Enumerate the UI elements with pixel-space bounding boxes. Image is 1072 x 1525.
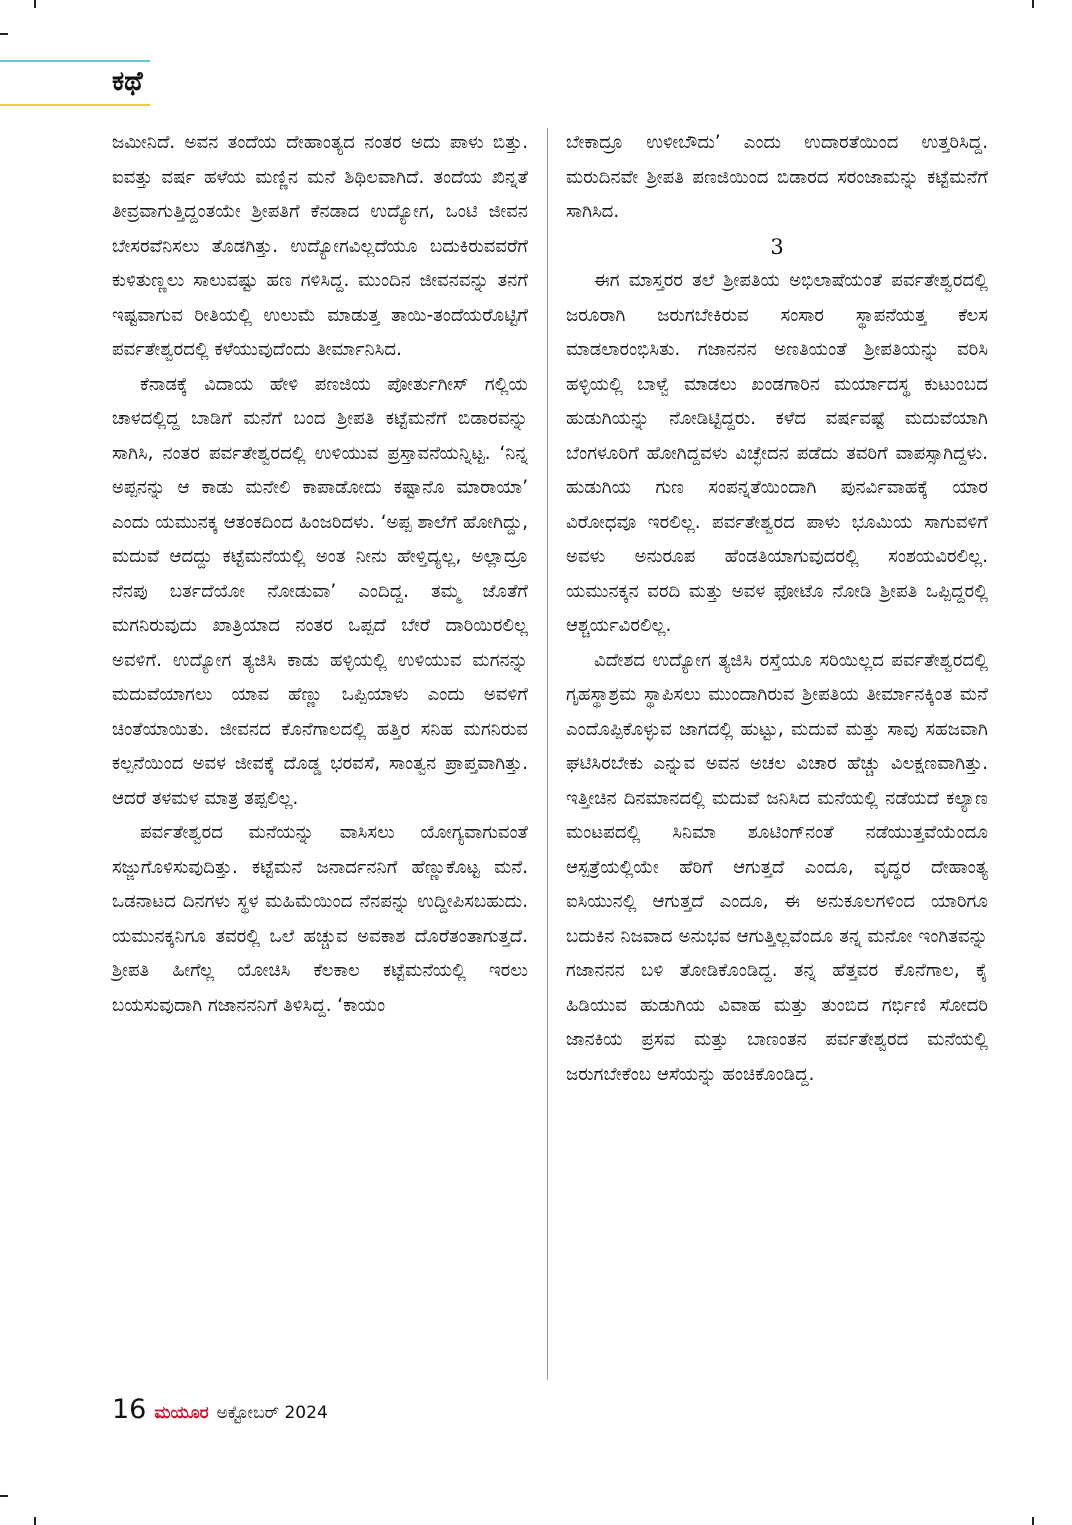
- section-number: 3: [770, 234, 784, 259]
- page-footer: [112, 1394, 328, 1425]
- header-rule-top: [0, 60, 150, 62]
- left-column: [112, 126, 528, 1023]
- crop-mark: [1032, 1517, 1034, 1525]
- crop-mark: [34, 1517, 36, 1525]
- paragraph: ಈಗ ಮಾಸ್ತರರ ತಲೆ ಶ್ರೀಪತಿಯ ಅಭಿಲಾಷೆಯಂತೆ ಪರ್ವತೇಶ್ವರದಲ್ಲಿ ಜರೂರಾಗಿ ಜರುಗಬೇಕಿರುವ ಸಂಸಾರ ಸ್ಥಾಪನೆಯತ್ತ ಕೆಲಸ ಮಾಡಲಾರಂಭಿಸಿತು. ಗಜಾನನನ ಅಣತಿಯಂತೆ ಶ್ರೀಪತಿಯನ್ನು ವರಿಸಿ ಹಳ್ಳಿಯಲ್ಲಿ ಬಾಳ್ವೆ ಮಾಡಲು ಖಂಡಗಾರಿನ ಮರ್ಯಾದಸ್ಥ ಕುಟುಂಬದ ಹುಡುಗಿಯನ್ನು ನೋಡಿಟ್ಟಿದ್ದರು. ಕಳೆದ ವರ್ಷವಷ್ಟೆ ಮದುವೆಯಾಗಿ ಬೆಂಗಳೂರಿಗೆ ಹೋಗಿದ್ದವಳು ವಿಚ್ಛೇದನ ಪಡೆದು ತವರಿಗೆ ವಾಪಸ್ಸಾಗಿದ್ದಳು. ಹುಡುಗಿಯ ಗುಣ ಸಂಪನ್ನತೆಯಿಂದಾಗಿ ಪುನರ್ವಿವಾಹಕ್ಕೆ ಯಾರ ವಿರೋಧವೂ ಇರಲಿಲ್ಲ. ಪರ್ವತೇಶ್ವರದ ಪಾಳು ಭೂಮಿಯ ಸಾಗುವಳಿಗೆ ಅವಳು ಅನುರೂಪ ಹೆಂಡತಿಯಾಗುವುದರಲ್ಲಿ ಸಂಶಯವಿರಲಿಲ್ಲ. ಯಮುನಕ್ಕನ ವರದಿ ಮತ್ತು ಅವಳ ಫೋಟೊ ನೋಡಿ ಶ್ರೀಪತಿ ಒಪ್ಪಿದ್ದರಲ್ಲಿ ಆಶ್ಚರ್ಯವಿರಲಿಲ್ಲ.: [566, 270, 988, 636]
- section-title: ಕಥೆ: [112, 66, 143, 97]
- crop-mark: [0, 1495, 8, 1497]
- column-divider: [547, 128, 548, 1380]
- page-number: 16: [112, 1394, 147, 1425]
- paragraph-continuation: ಬೇಕಾದ್ರೂ ಉಳೀಬೌದು’ ಎಂದು ಉದಾರತೆಯಿಂದ ಉತ್ತರಿಸಿದ್ದ. ಮರುದಿನವೇ ಶ್ರೀಪತಿ ಪಣಜಿಯಿಂದ ಬಿಡಾರದ ಸರಂಜಾಮನ್ನು ಕಟ್ಟೆಮನೆಗೆ ಸಾಗಿಸಿದ.: [566, 132, 988, 222]
- paragraph: ವಿದೇಶದ ಉದ್ಯೋಗ ತ್ಯಜಿಸಿ ರಸ್ತೆಯೂ ಸರಿಯಿಲ್ಲದ ಪರ್ವತೇಶ್ವರದಲ್ಲಿ ಗೃಹಸ್ಥಾಶ್ರಮ ಸ್ಥಾಪಿಸಲು ಮುಂದಾಗಿರುವ ಶ್ರೀಪತಿಯ ತೀರ್ಮಾನಕ್ಕಿಂತ ಮನೆ ಎಂದೊಪ್ಪಿಕೊಳ್ಳುವ ಜಾಗದಲ್ಲಿ ಹುಟ್ಟು, ಮದುವೆ ಮತ್ತು ಸಾವು ಸಹಜವಾಗಿ ಘಟಿಸಿರಬೇಕು ಎನ್ನುವ ಅವನ ಅಚಲ ವಿಚಾರ ಹೆಚ್ಚು ವಿಲಕ್ಷಣವಾಗಿತ್ತು. ಇತ್ತೀಚಿನ ದಿನಮಾನದಲ್ಲಿ ಮದುವೆ ಜನಿಸಿದ ಮನೆಯಲ್ಲಿ ನಡೆಯದೆ ಕಲ್ಯಾಣ ಮಂಟಪದಲ್ಲಿ ಸಿನಿಮಾ ಶೂಟಿಂಗ್‌ನಂತೆ ನಡೆಯುತ್ತವೆಯೆಂದೂ ಆಸ್ಪತ್ರೆಯಲ್ಲಿಯೇ ಹೆರಿಗೆ ಆಗುತ್ತದೆ ಎಂದೂ, ವೃದ್ಧರ ದೇಹಾಂತ್ಯ ಐಸಿಯುನಲ್ಲಿ ಆಗುತ್ತದೆ ಎಂದೂ, ಈ ಅನುಕೂಲಗಳಿಂದ ಯಾರಿಗೂ ಬದುಕಿನ ನಿಜವಾದ ಅನುಭವ ಆಗುತ್ತಿಲ್ಲವೆಂದೂ ತನ್ನ ಮನೋ ಇಂಗಿತವನ್ನು ಗಜಾನನನ ಬಳಿ ತೋಡಿಕೊಂಡಿದ್ದ. ತನ್ನ ಹೆತ್ತವರ ಕೊನೆಗಾಲ, ಕೈ ಹಿಡಿಯುವ ಹುಡುಗಿಯ ವಿವಾಹ ಮತ್ತು ತುಂಬಿದ ಗರ್ಭಿಣಿ ಸೋದರಿ ಜಾನಕಿಯ ಪ್ರಸವ ಮತ್ತು ಬಾಣಂತನ ಪರ್ವತೇಶ್ವರದ ಮನೆಯಲ್ಲಿ ಜರುಗಬೇಕೆಂಬ ಆಸೆಯನ್ನು ಹಂಚಿಕೊಂಡಿದ್ದ.: [566, 649, 988, 1085]
- paragraph: ಕೆನಾಡಕ್ಕೆ ವಿದಾಯ ಹೇಳಿ ಪಣಜಿಯ ಪೋರ್ತುಗೀಸ್ ಗಲ್ಲಿಯ ಚಾಳದಲ್ಲಿದ್ದ ಬಾಡಿಗೆ ಮನೆಗೆ ಬಂದ ಶ್ರೀಪತಿ ಕಟ್ಟೆಮನೆಗೆ ಬಿಡಾರವನ್ನು ಸಾಗಿಸಿ, ನಂತರ ಪರ್ವತೇಶ್ವರದಲ್ಲಿ ಉಳಿಯುವ ಪ್ರಸ್ತಾವನೆಯನ್ನಿಟ್ಟ. ‘ನಿನ್ನ ಅಪ್ಪನನ್ನು ಆ ಕಾಡು ಮನೇಲಿ ಕಾಪಾಡೋದು ಕಷ್ಟಾನೊ ಮಾರಾಯಾ’ ಎಂದು ಯಮುನಕ್ಕ ಆತಂಕದಿಂದ ಹಿಂಜರಿದಳು. ‘ಅಪ್ಪ ಶಾಲೆಗೆ ಹೋಗಿದ್ದು, ಮದುವೆ ಆದದ್ದು ಕಟ್ಟೆಮನೆಯಲ್ಲಿ ಅಂತ ನೀನು ಹೇಳ್ತಿದ್ಯಲ್ಲ, ಅಲ್ಲಾದ್ರೂ ನೆನಪು ಬರ್ತದೆಯೋ ನೋಡುವಾ’ ಎಂದಿದ್ದ. ತಮ್ಮ ಜೊತೆಗೆ ಮಗನಿರುವುದು ಖಾತ್ರಿಯಾದ ನಂತರ ಒಪ್ಪದೆ ಬೇರೆ ದಾರಿಯಿರಲಿಲ್ಲ ಅವಳಿಗೆ. ಉದ್ಯೋಗ ತ್ಯಜಿಸಿ ಕಾಡು ಹಳ್ಳಿಯಲ್ಲಿ ಉಳಿಯುವ ಮಗನನ್ನು ಮದುವೆಯಾಗಲು ಯಾವ ಹೆಣ್ಣು ಒಪ್ಪಿಯಾಳು ಎಂದು ಅವಳಿಗೆ ಚಿಂತೆಯಾಯಿತು. ಜೀವನದ ಕೊನೆಗಾಲದಲ್ಲಿ ಹತ್ತಿರ ಸನಿಹ ಮಗನಿರುವ ಕಲ್ಪನೆಯಿಂದ ಅವಳ ಜೀವಕ್ಕೆ ದೊಡ್ಡ ಭರವಸೆ, ಸಾಂತ್ವನ ಪ್ರಾಪ್ತವಾಗಿತ್ತು. ಆದರೆ ತಳಮಳ ಮಾತ್ರ ತಪ್ಪಲಿಲ್ಲ.: [112, 373, 528, 809]
- right-column: [566, 126, 988, 1092]
- crop-mark: [34, 0, 36, 8]
- paragraph: ಜಮೀನಿದೆ. ಅವನ ತಂದೆಯ ದೇಹಾಂತ್ಯದ ನಂತರ ಅದು ಪಾಳು ಬಿತ್ತು. ಐವತ್ತು ವರ್ಷ ಹಳೆಯ ಮಣ್ಣಿನ ಮನೆ ಶಿಥಿಲವಾಗಿದೆ. ತಂದೆಯ ಖಿನ್ನತೆ ತೀವ್ರವಾಗುತ್ತಿದ್ದಂತಯೇ ಶ್ರೀಪತಿಗೆ ಕೆನಡಾದ ಉದ್ಯೋಗ, ಒಂಟಿ ಜೀವನ ಬೇಸರವೆನಿಸಲು ತೊಡಗಿತ್ತು. ಉದ್ಯೋಗವಿಲ್ಲದೆಯೂ ಬದುಕಿರುವವರೆಗೆ ಕುಳಿತುಣ್ಣಲು ಸಾಲುವಷ್ಟು ಹಣ ಗಳಿಸಿದ್ದ. ಮುಂದಿನ ಜೀವನವನ್ನು ತನಗೆ ಇಷ್ಟವಾಗುವ ರೀತಿಯಲ್ಲಿ ಉಲುಮೆ ಮಾಡುತ್ತ ತಾಯಿ-ತಂದೆಯರೊಟ್ಟಿಗೆ ಪರ್ವತೇಶ್ವರದಲ್ಲಿ ಕಳೆಯುವುದೆಂದು ತೀರ್ಮಾನಿಸಿದ.: [112, 132, 528, 360]
- issue-date: ಅಕ್ಟೋಬರ್ 2024: [216, 1403, 328, 1423]
- paragraph: ಪರ್ವತೇಶ್ವರದ ಮನೆಯನ್ನು ವಾಸಿಸಲು ಯೋಗ್ಯವಾಗುವಂತೆ ಸಜ್ಜುಗೊಳಿಸುವುದಿತ್ತು. ಕಟ್ಟೆಮನೆ ಜನಾರ್ದನನಿಗೆ ಹೆಣ್ಣುಕೊಟ್ಟ ಮನೆ. ಒಡನಾಟದ ದಿನಗಳು ಸ್ಥಳ ಮಹಿಮೆಯಿಂದ ನೆನಪನ್ನು ಉದ್ದೀಪಿಸಬಹುದು. ಯಮುನಕ್ಕನಿಗೂ ತವರಲ್ಲಿ ಒಲೆ ಹಚ್ಚುವ ಅವಕಾಶ ದೊರೆತಂತಾಗುತ್ತದೆ. ಶ್ರೀಪತಿ ಹೀಗೆಲ್ಲ ಯೋಚಿಸಿ ಕೆಲಕಾಲ ಕಟ್ಟೆಮನೆಯಲ್ಲಿ ಇರಲು ಬಯಸುವುದಾಗಿ ಗಜಾನನನಿಗೆ ತಿಳಿಸಿದ್ದ. ‘ಕಾಯಂ: [112, 822, 528, 1016]
- magazine-logo: ಮಯೂರ: [154, 1403, 209, 1423]
- crop-mark: [1032, 0, 1034, 8]
- crop-mark: [0, 33, 8, 35]
- header-rule-bottom: [0, 104, 150, 106]
